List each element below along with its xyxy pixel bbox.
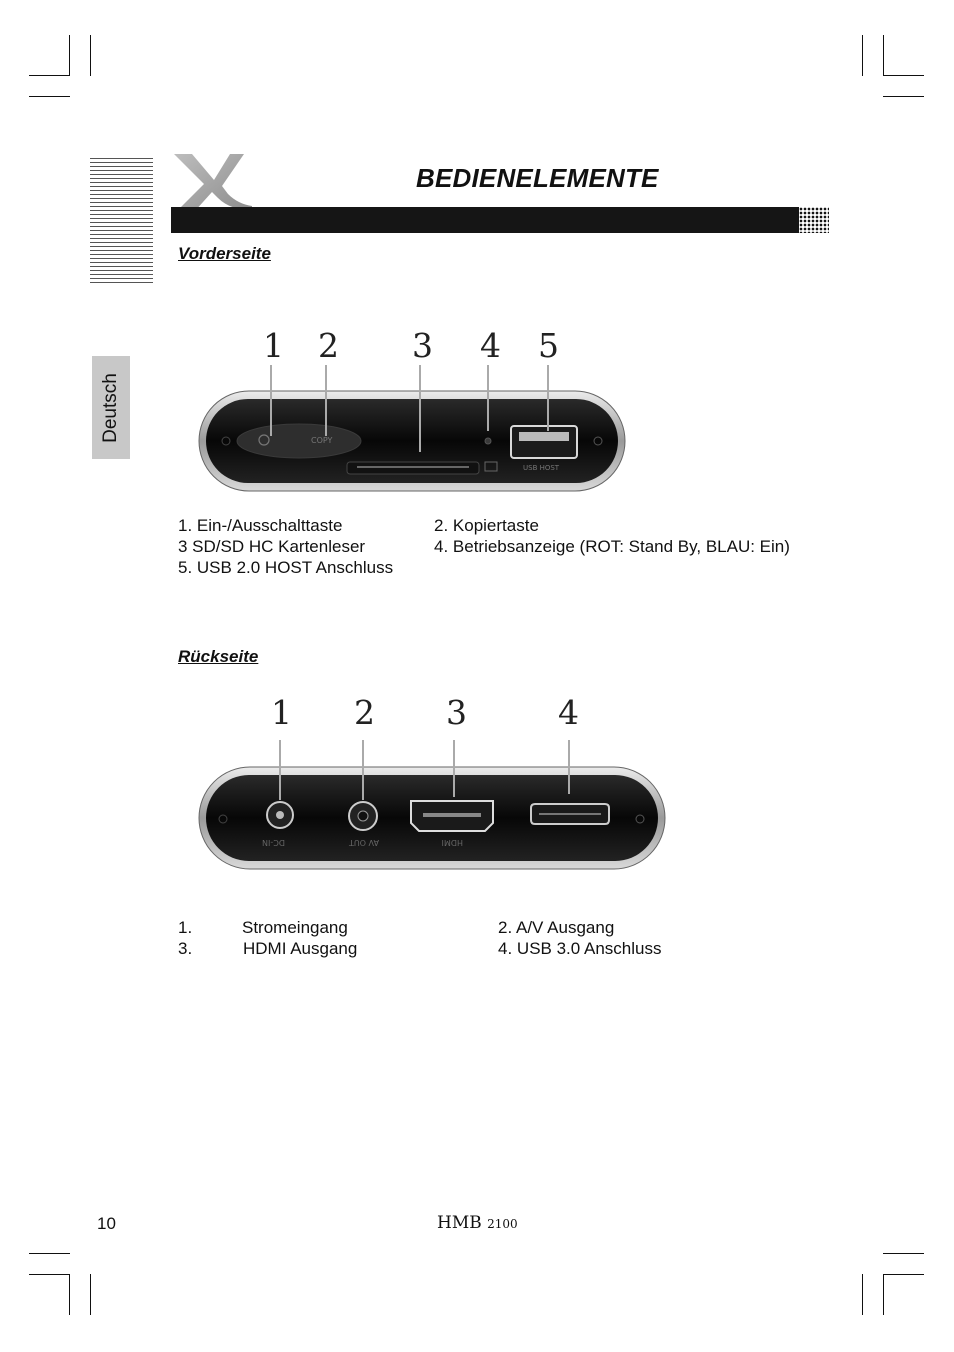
crop-mark (29, 75, 70, 76)
crop-mark (883, 1274, 924, 1275)
page-title: BEDIENELEMENTE (416, 163, 659, 193)
hdmi-label: HDMI (441, 838, 463, 847)
front-heading: Vorderseite (178, 244, 271, 263)
front-item-5: 5. USB 2.0 HOST Anschluss (178, 558, 394, 577)
back-callout-2: 2 (354, 693, 375, 732)
crop-mark (90, 1274, 91, 1315)
crop-mark (69, 1274, 70, 1315)
crop-mark (862, 35, 863, 76)
front-callout-3: 3 (412, 326, 433, 365)
model-name-text: HMB (437, 1213, 482, 1233)
language-tab (92, 356, 130, 459)
back-device-image (195, 690, 675, 880)
front-callout-1: 1 (263, 326, 284, 365)
front-item-4: 4. Betriebsanzeige (ROT: Stand By, BLAU: Ein) (434, 537, 790, 556)
back-item-3-text: HDMI Ausgang (243, 939, 358, 958)
front-callout-4: 4 (480, 326, 501, 365)
front-callout-2: 2 (318, 326, 339, 365)
crop-mark (883, 1274, 884, 1315)
crop-mark (883, 96, 924, 97)
back-item-3-num: 3. (178, 939, 193, 958)
crop-mark (883, 35, 884, 76)
front-item-3: 3 SD/SD HC Kartenleser (178, 537, 366, 556)
crop-mark (69, 35, 70, 76)
header-bar-dots (795, 207, 829, 233)
back-item-4-text: USB 3.0 Anschluss (516, 939, 662, 958)
crop-mark (883, 1253, 924, 1254)
back-item-2-text: A/V Ausgang (515, 918, 615, 937)
crop-mark (883, 75, 924, 76)
language-tab-label: Deutsch (100, 372, 121, 443)
header-bar (171, 207, 799, 233)
back-callout-1: 1 (271, 693, 292, 732)
crop-mark (29, 1253, 70, 1254)
back-heading: Rückseite (178, 647, 259, 666)
page-number: 10 (97, 1214, 116, 1233)
decorative-stripes (90, 158, 153, 284)
back-callout-3: 3 (446, 693, 467, 732)
crop-mark (29, 1274, 70, 1275)
crop-mark (90, 35, 91, 76)
copy-label: COPY (311, 436, 333, 445)
front-item-2: 2. Kopiertaste (434, 516, 539, 535)
av-out-label: AV OUT (348, 838, 379, 847)
front-callout-5: 5 (538, 326, 559, 365)
back-callout-4: 4 (558, 693, 579, 732)
crop-mark (29, 96, 70, 97)
back-item-1-text: Stromeingang (242, 918, 348, 937)
back-item-2-num: 2. (498, 918, 513, 937)
back-diagram (195, 690, 675, 880)
back-item-4 (498, 939, 662, 959)
dc-in-label: DC-IN (262, 838, 285, 847)
model-number: 2100 (487, 1217, 518, 1231)
back-item-4-num: 4. (498, 939, 513, 958)
usb-host-label: USB HOST (523, 464, 560, 472)
back-item-2 (498, 918, 614, 938)
crop-mark (862, 1274, 863, 1315)
back-item-1-num: 1. (178, 918, 193, 937)
model-name (437, 1213, 518, 1233)
front-item-1: 1. Ein-/Ausschalttaste (178, 516, 343, 535)
